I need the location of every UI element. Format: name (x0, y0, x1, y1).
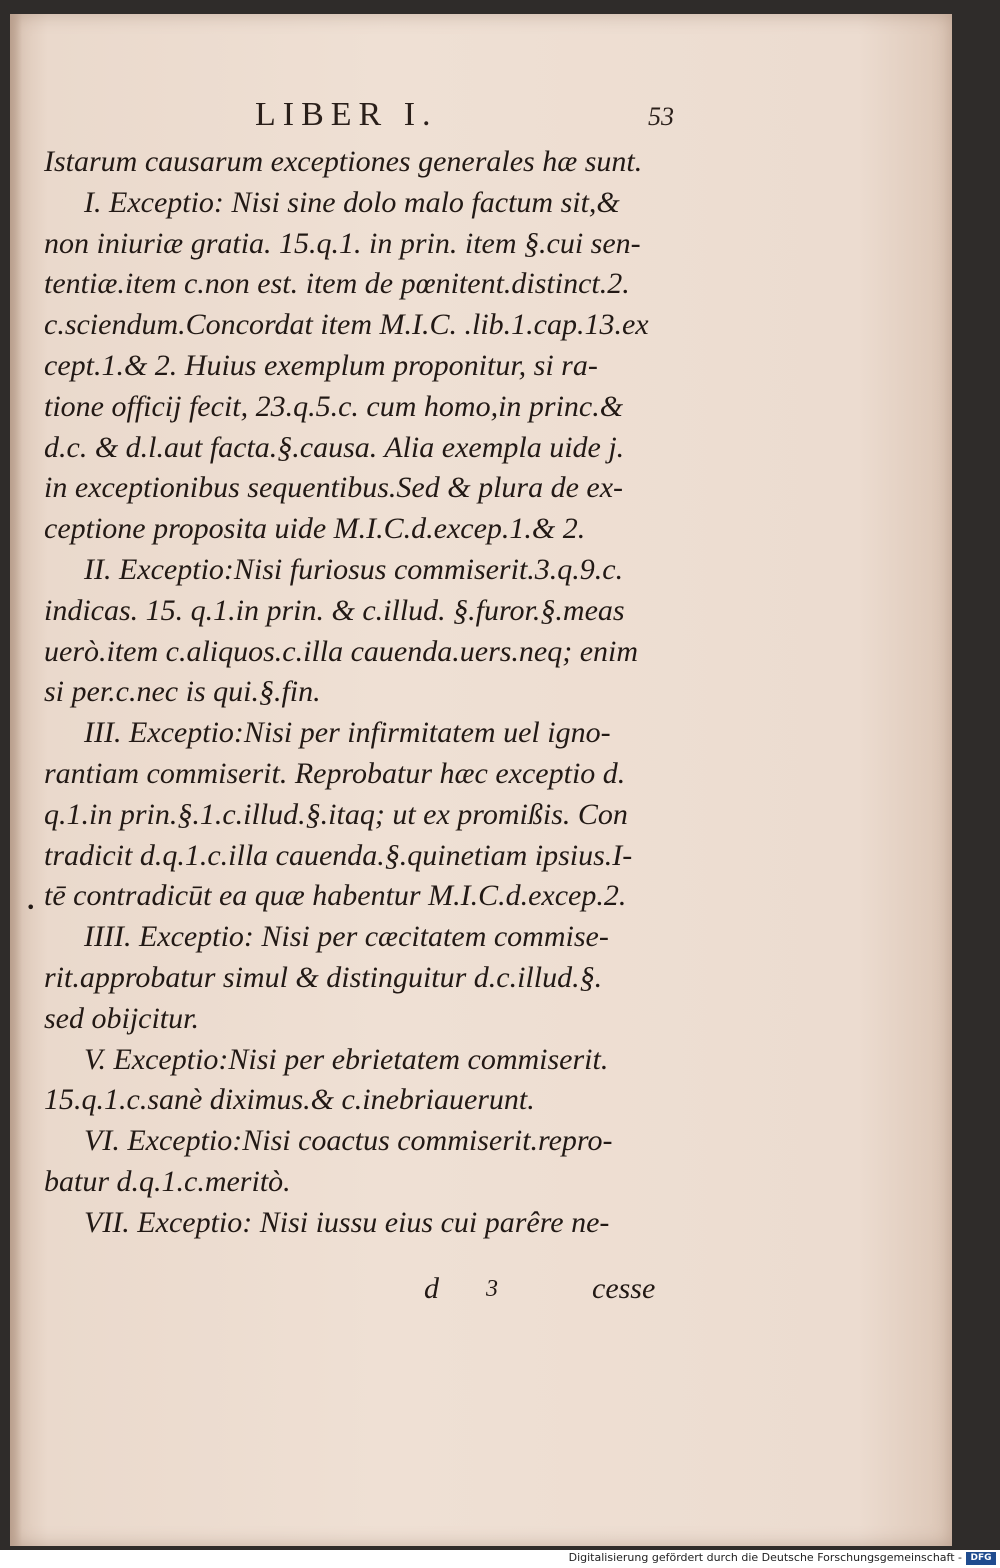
text-line: rit.approbatur simul & distinguitur d.c.illud.§. (44, 960, 603, 994)
body-text (44, 142, 684, 1244)
text-line: batur d.q.1.c.meritò. (44, 1164, 291, 1198)
text-line: tione officij fecit, 23.q.5.c. cum homo,in princ.& (44, 389, 624, 423)
text-line: d.c. & d.l.aut facta.§.causa. Alia exempla uide j. (44, 430, 625, 464)
catchword-line (10, 1272, 952, 1312)
text-line: q.1.in prin.§.1.c.illud.§.itaq; ut ex promißis. Con (44, 797, 628, 831)
signature-mark: d (424, 1272, 439, 1305)
text-line: tē contradicūt ea quæ habentur M.I.C.d.excep.2. (44, 879, 627, 913)
page-number: 53 (648, 102, 674, 131)
text-line: in exceptionibus sequentibus.Sed & plura de ex- (44, 471, 624, 505)
text-line: rantiam commiserit. Reprobatur hæc exceptio d. (44, 756, 626, 790)
marginal-mark: • (26, 898, 36, 917)
signature-number: 3 (486, 1276, 498, 1302)
text-line: Istarum causarum exceptiones generales hæ sunt. (44, 145, 643, 178)
text-line: sed obijcitur. (44, 1001, 199, 1035)
page-gutter (10, 14, 22, 1546)
running-head: LIBER I. (255, 96, 438, 133)
book-page (10, 14, 952, 1546)
page-header (10, 96, 952, 136)
text-line: IIII. Exceptio: Nisi per cæcitatem commise- (84, 920, 609, 954)
text-line: VI. Exceptio:Nisi coactus commiserit.repro- (84, 1124, 613, 1158)
dfg-logo-icon: DFG (966, 1552, 996, 1565)
text-line: I. Exceptio: Nisi sine dolo malo factum sit,& (84, 185, 620, 219)
funding-credit: Digitalisierung gefördert durch die Deutsche Forschungsgemeinschaft - (568, 1551, 962, 1564)
text-line: V. Exceptio:Nisi per ebrietatem commiserit. (84, 1042, 609, 1076)
text-line: VII. Exceptio: Nisi iussu eius cui parêre ne- (84, 1205, 610, 1239)
text-line: si per.c.nec is qui.§.fin. (44, 675, 321, 709)
text-line: tentiæ.item c.non est. item de pœnitent.distinct.2. (44, 267, 630, 301)
footer-bar (0, 1550, 1000, 1568)
text-line: uerò.item c.aliquos.c.illa cauenda.uers.neq; enim (44, 634, 639, 668)
text-line: 15.q.1.c.sanè diximus.& c.inebriauerunt. (44, 1083, 535, 1117)
text-line: cept.1.& 2. Huius exemplum proponitur, si ra- (44, 348, 598, 382)
text-line: ceptione proposita uide M.I.C.d.excep.1.& 2. (44, 512, 586, 546)
text-line: tradicit d.q.1.c.illa cauenda.§.quinetiam ipsius.I- (44, 838, 633, 872)
text-line: c.sciendum.Concordat item M.I.C. .lib.1.cap.13.ex (44, 308, 649, 342)
text-line: III. Exceptio:Nisi per infirmitatem uel igno- (84, 716, 611, 750)
text-line: II. Exceptio:Nisi furiosus commiserit.3.q.9.c. (84, 552, 624, 586)
catchword: cesse (592, 1272, 656, 1305)
text-line: indicas. 15. q.1.in prin. & c.illud. §.furor.§.meas (44, 593, 625, 627)
text-line: non iniuriæ gratia. 15.q.1. in prin. item §.cui sen- (44, 226, 641, 260)
